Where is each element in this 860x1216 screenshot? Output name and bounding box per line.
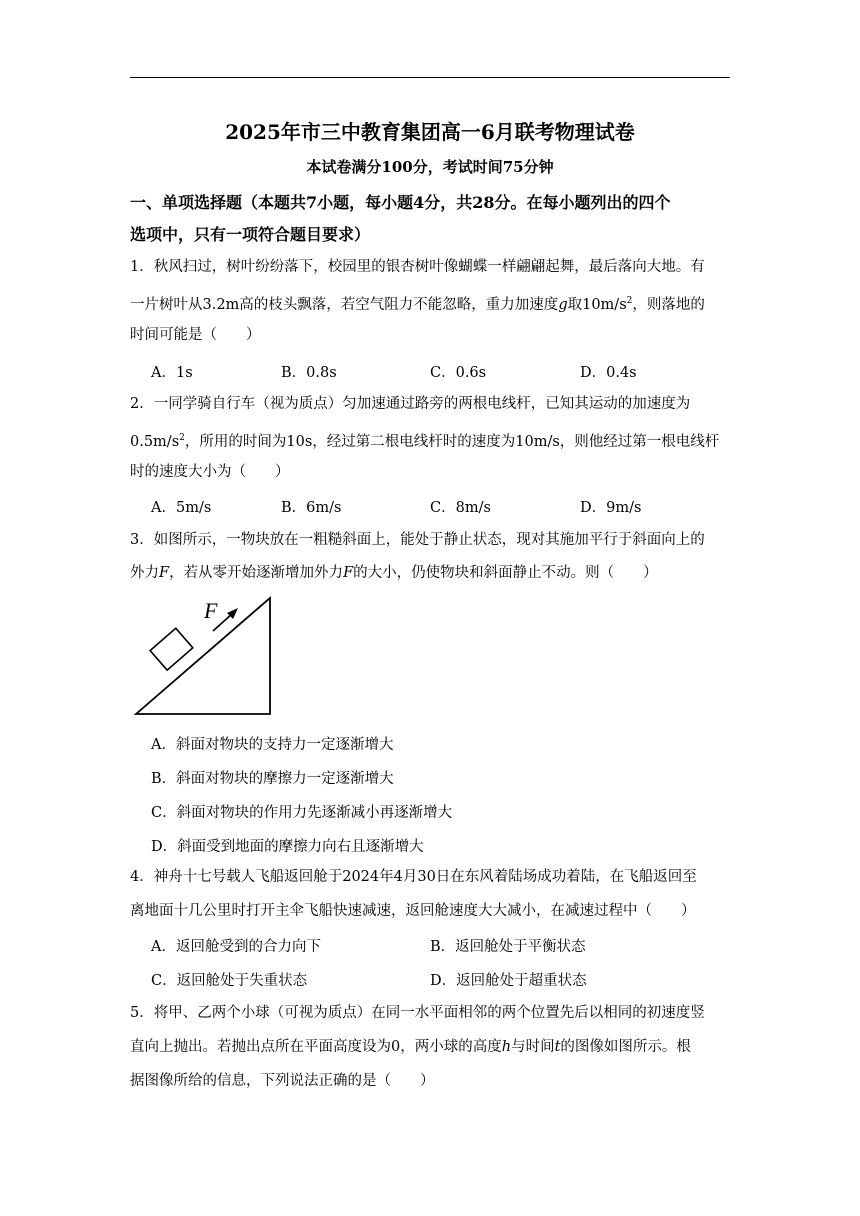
q2-option-a: A．5m/s	[151, 500, 212, 516]
q5-line2	[130, 1037, 691, 1057]
q1-option-d: D．0.4s	[580, 365, 637, 381]
q1-line2	[130, 291, 705, 315]
q2-option-b: B．6m/s	[281, 500, 342, 516]
q1-option-c: C．0.6s	[430, 365, 487, 381]
q3-line2c: 的大小，仍使物块和斜面静止不动。则（ ）	[353, 565, 658, 581]
q2-line1: 2．一同学骑自行车（视为质点）匀加速通过路旁的两根电线杆，已知其运动的加速度为	[130, 396, 691, 412]
exam-title: 2025年市三中教育集团高一6月联考物理试卷	[225, 120, 635, 144]
q3-line2b: ，若从零开始逐渐增加外力	[169, 565, 344, 581]
block	[150, 628, 193, 670]
q1-line1: 1．秋风扫过，树叶纷纷落下，校园里的银杏树叶像蝴蝶一样翩翩起舞，最后落向大地。有	[130, 259, 705, 275]
q5-t: t	[554, 1039, 561, 1055]
q4-option-a: A．返回舱受到的合力向下	[151, 939, 321, 955]
q1-line2c: ，则落地的	[632, 296, 705, 313]
q4-option-b: B．返回舱处于平衡状态	[430, 939, 586, 955]
q5-line2c: 的图像如图所示。根	[560, 1039, 691, 1055]
q4-line1: 4．神舟十七号载人飞船返回舱于2024年4月30日在东风着陆场成功着陆，在飞船返回至	[130, 869, 697, 885]
q3-option-d: D．斜面受到地面的摩擦力向右且逐渐增大	[151, 839, 424, 855]
q1-option-b: B．0.8s	[281, 365, 337, 381]
q5-line2a: 直向上抛出。若抛出点所在平面高度设为0，两小球的高度	[130, 1039, 502, 1055]
q3-option-a: A．斜面对物块的支持力一定逐渐增大	[151, 737, 394, 753]
q2-line2	[130, 428, 719, 452]
q3-F1: F	[159, 565, 170, 581]
q3-F2: F	[343, 565, 354, 581]
q1-line2b: 取10m/s	[567, 296, 627, 313]
q3-option-c: C．斜面对物块的作用力先逐渐减小再逐渐增大	[151, 805, 453, 821]
incline-figure	[130, 592, 280, 722]
q1-option-a: A．1s	[151, 365, 193, 381]
q1-line2a: 一片树叶从3.2m高的枝头飘落，若空气阻力不能忽略，重力加速度	[130, 296, 559, 313]
q3-line2	[130, 563, 658, 583]
force-label: F	[204, 598, 218, 623]
q3-option-b: B．斜面对物块的摩擦力一定逐渐增大	[151, 771, 394, 787]
q5-line1: 5．将甲、乙两个小球（可视为质点）在同一水平面相邻的两个位置先后以相同的初速度竖	[130, 1005, 705, 1021]
q1-sup: 2	[626, 296, 633, 306]
q5-line3: 据图像所给的信息，下列说法正确的是（ ）	[130, 1073, 435, 1089]
q4-option-d: D．返回舱处于超重状态	[430, 973, 587, 989]
q5-h: h	[501, 1039, 512, 1055]
q3-line1: 3．如图所示，一物块放在一粗糙斜面上，能处于静止状态，现对其施加平行于斜面向上的	[130, 532, 705, 548]
q2-line3: 时的速度大小为（ ）	[130, 464, 290, 480]
q1-g: g	[558, 296, 568, 313]
q2-line2b: ，所用的时间为10s，经过第二根电线杆时的速度为10m/s，则他经过第一根电线杆	[184, 433, 720, 450]
section-heading-line2: 选项中，只有一项符合题目要求）	[130, 225, 371, 244]
q1-line3: 时间可能是（ ）	[130, 327, 261, 343]
header-rule	[130, 77, 730, 78]
q2-line2a: 0.5m/s	[130, 433, 180, 450]
exam-subtitle: 本试卷满分100分，考试时间75分钟	[306, 158, 554, 176]
q4-line2: 离地面十几公里时打开主伞飞船快速减速，返回舱速度大大减小，在减速过程中（ ）	[130, 903, 696, 919]
q5-line2b: 与时间	[511, 1039, 555, 1055]
q2-sup: 2	[179, 433, 185, 443]
q2-option-d: D．9m/s	[580, 500, 642, 516]
section-heading-line1: 一、单项选择题（本题共7小题，每小题4分，共28分。在每小题列出的四个	[130, 193, 671, 212]
q3-line2a: 外力	[130, 565, 159, 581]
q4-option-c: C．返回舱处于失重状态	[151, 973, 308, 989]
q2-option-c: C．8m/s	[430, 500, 491, 516]
